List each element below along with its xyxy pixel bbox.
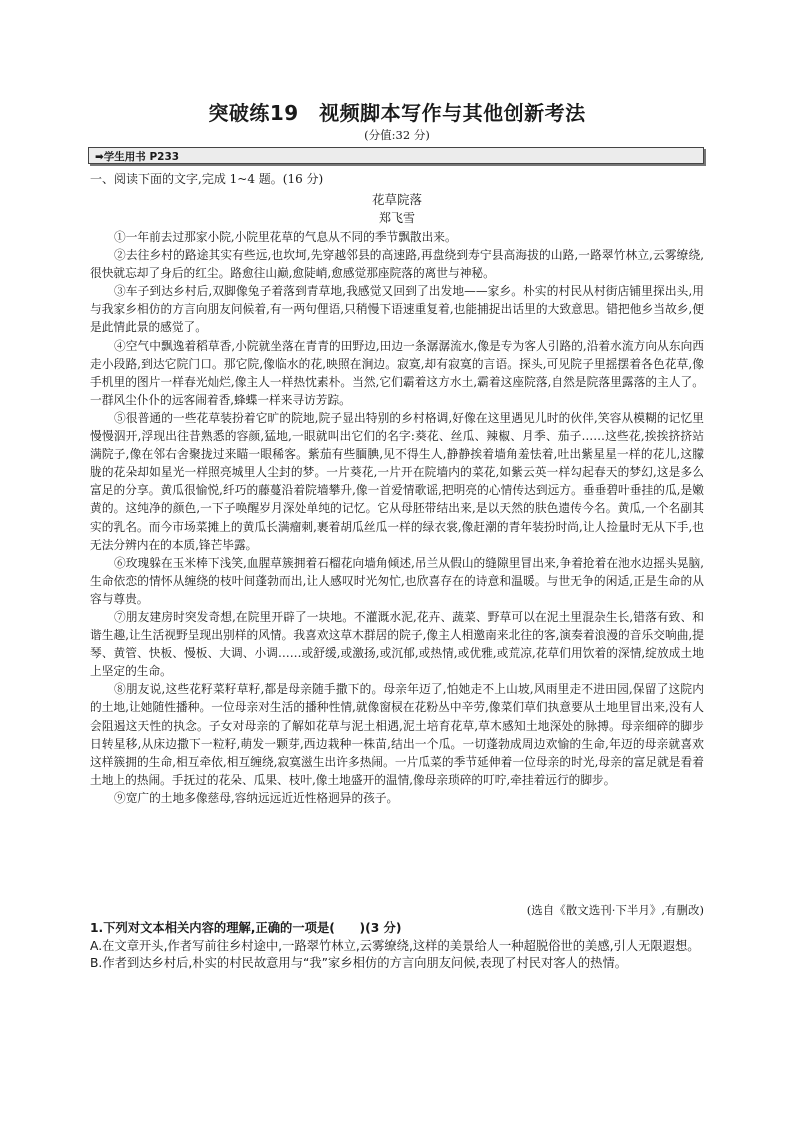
passage-source: (选自《散文选刊·下半月》,有删改) <box>526 903 704 917</box>
paragraph-2: ②去往乡村的路途其实有些远,也坎坷,先穿越邻县的高速路,再盘绕到寿宁县高海拔的山路,一路翠竹林立,云雾缭绕,很快就忘却了身后的红尘。路愈往山巅,愈陡峭,愈感觉那座院落的离世与神秘。 <box>90 248 704 281</box>
passage-body <box>90 228 704 807</box>
paragraph-8: ⑧朋友说,这些花籽菜籽草籽,都是母亲随手撒下的。母亲年迈了,怕她走不上山坡,风雨里走不进田园,保留了这院内的土地,让她随性播种。一位母亲对生活的播种性情,就像窗棂在花粉丛中辛劳,像菜们草们执意要从土地里冒出来,没有人会阻遏这天性的执念。子女对母亲的了解如花草与泥土相遇,泥土培育花草,草木感知土地深处的脉搏。母亲细碎的脚步日转星移,从床边撒下一粒籽,萌发一颗芽,西边栽种一株苗,结出一个瓜。一切蓬勃成周边欢愉的生命,年迈的母亲就喜欢这样簇拥的生命,相互牵依,相互缠绕,寂寞滋生出许多热闹。一片瓜菜的季节延伸着一位母亲的时光,母亲的富足就是看着土地上的热闹。手抚过的花朵、瓜果、枝叶,像土地盛开的温情,像母亲琐碎的叮咛,牵挂着远行的脚步。 <box>90 682 704 787</box>
passage-title: 花草院落 <box>371 192 422 207</box>
reference-label: ➡学生用书 P233 <box>95 151 180 163</box>
reference-bar <box>88 147 704 164</box>
paragraph-7: ⑦朋友建房时突发奇想,在院里开辟了一块地。不灌溉水泥,花卉、蔬菜、野草可以在泥土里混杂生长,错落有致、和谐生趣,让生活视野呈现出别样的风情。我喜欢这草木群居的院子,像主人相邀南来北往的客,演奏着浪漫的音乐交响曲,提琴、黄管、快板、慢板、大调、小调……或舒缓,或激扬,或沉郁,或热情,或优雅,或荒凉,花草们用饮着的深情,绽放成土地上坚定的生命。 <box>90 609 704 679</box>
paragraph-3: ③车子到达乡村后,双脚像兔子着落到青草地,我感觉又回到了出发地——家乡。朴实的村民从村街店铺里探出头,用与我家乡相仿的方言向朋友问候着,有一两句俚语,只稍慢下语速重复着,也能捕捉出话里的大致意思。错把他乡当故乡,便是此情此景的感觉了。 <box>90 284 704 335</box>
question-1-stem: 1.下列对文本相关内容的理解,正确的一项是( )(3 分) <box>90 921 402 935</box>
questions-block <box>90 920 704 973</box>
score-note: (分值:32 分) <box>364 128 430 142</box>
question-1-option-a: A.在文章开头,作者写前往乡村途中,一路翠竹林立,云雾缭绕,这样的美景给人一种超脱俗世的美感,引人无限遐想。 <box>90 938 700 953</box>
paragraph-5: ⑤很普通的一些花草装扮着它旷的院地,院子显出特别的乡村格调,好像在这里遇见儿时的伙伴,笑容从模糊的记忆里慢慢泅开,浮现出往昔熟悉的容颜,猛地,一眼就叫出它们的名字:葵花、丝瓜、辣椒、月季、茄子……这些花,挨挨挤挤站满院子,像在邻右舍聚拢过来瞄一眼稀客。紫茄有些腼腆,见不得生人,静静挨着墙角羞怯着,吐出紫星星一样的花儿,这朦胧的花朵却如星光一样照亮城里人尘封的梦。一片葵花,一片开在院墙内的菜花,如紫云英一样勾起春天的梦幻,这是多么富足的分享。黄瓜很愉悦,纤巧的藤蔓沿着院墙攀升,像一首爱情歌谣,把明亮的心情传达到远方。垂垂碧叶垂挂的瓜,是嫩黄的。这纯净的颜色,一下子唤醒岁月深处单纯的记忆。它从母胚带结出来,是以天然的肤色遗传今名。黄瓜,一个名副其实的乳名。而今市场菜摊上的黄瓜长满瘤刺,裹着胡瓜丝瓜一样的绿衣裳,像赶潮的青年装扮时尚,让人捡量时无从下手,也无法分辨内在的本质,锋芒毕露。 <box>90 410 704 552</box>
section-heading: 一、阅读下面的文字,完成 1~4 题。(16 分) <box>90 172 324 186</box>
paragraph-1: ①一年前去过那家小院,小院里花草的气息从不同的季节飘散出来。 <box>114 230 457 244</box>
page-title: 突破练19 视频脚本写作与其他创新考法 <box>208 101 586 125</box>
paragraph-4: ④空气中飘逸着稻草香,小院就坐落在青青的田野边,田边一条潺潺流水,像是专为客人引路的,沿着水流方向从东向西走小段路,到达它院门口。那它院,像临水的花,映照在涧边。寂寞,却有寂寞的言语。探头,可见院子里摇摆着各色花草,像手机里的图片一样春光灿烂,像主人一样热忱素朴。当然,它们霸着这方水土,霸着这座院落,自然是院落里露落的主人了。一群风尘仆仆的远客闹着香,蜂蝶一样来寻访芳踪。 <box>90 338 704 407</box>
paragraph-6: ⑥玫瑰躲在玉米棒下浅笑,血腥草簇拥着石榴花向墙角倾述,吊兰从假山的缝隙里冒出来,争着抢着在池水边摇头晃脑,生命依恋的情怀从缠绕的枝叶间蓬勃而出,让人感叹时光匆忙,也欣喜存在的诗意和温暖。与世无争的闲适,正是生命的从容与尊贵。 <box>90 555 704 606</box>
passage-author: 郑飞雪 <box>378 211 415 225</box>
question-1-option-b: B.作者到达乡村后,朴实的村民故意用与“我”家乡相仿的方言向朋友问候,表现了村民对客人的热情。 <box>90 956 628 970</box>
paragraph-9: ⑨宽广的土地多像慈母,容纳远远近近性格迥异的孩子。 <box>114 790 399 805</box>
